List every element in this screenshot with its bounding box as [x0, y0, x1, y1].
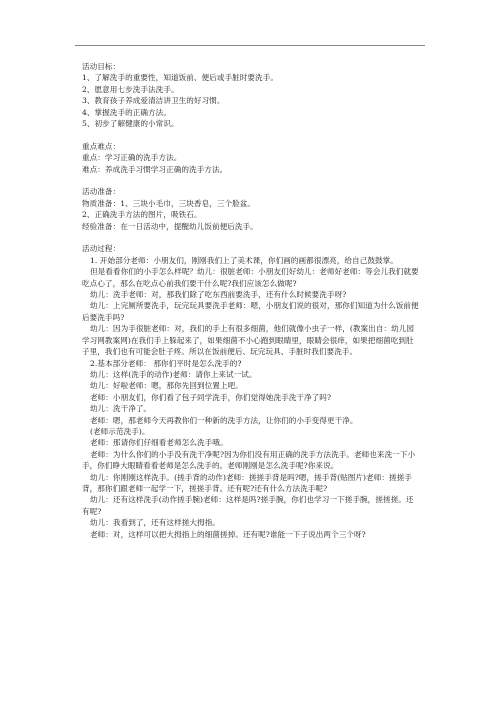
process-paragraph: 幼儿：还有这样洗手(动作搓手腕)老师：这样是吗?搓手腕，你们也学习一下搓手腕，搓搓搓。还有呢? — [82, 495, 414, 516]
process-paragraph: 幼儿：因为手很脏老师：对，我们的手上有很多细菌，他们就像小虫子一样，(教案出自：幼儿园学习网教案网)在我们手上躲起来了，如果细菌不小心跑到眼睛里，眼睛会很痒，如果把细菌吃到肚子里，我们也有可能会肚子疼。所以在饭前便后、玩完玩具、手脏时我们要洗手。 — [82, 324, 415, 357]
preparation-section — [82, 186, 420, 232]
process-paragraph: 幼儿：洗干净了。 — [90, 404, 152, 414]
process-paragraph: 老师：小朋友们，你们看了包子同学洗手，你们觉得她洗手洗干净了吗? — [90, 392, 332, 402]
objective-item: 1、了解洗手的重要性，知道饭前、便后或手脏时要洗手。 — [82, 73, 278, 83]
process-paragraph: 幼儿：你刚刚这样洗手。(搓手背的动作)老师：搓搓手背是吗?嗯，搓手背(贴图片)老师：搓搓手背，那你们跟老师一起学一下，搓搓手背。还有呢?还有什么方法洗手呢? — [82, 472, 412, 493]
process-paragraph: 幼儿：好啦老师：嗯，那你先回到位置上吧。 — [90, 381, 243, 391]
objective-item: 2、愿意用七步洗手法洗手。 — [82, 84, 179, 94]
process-paragraph: 老师：为什么你们的小手没有洗干净呢?因为你们没有用正确的洗手方法洗手。老师也来洗一下小手，你们睁大眼睛看看老师是怎么洗手的。老师刚刚是怎么洗手呢?你来说。 — [82, 449, 416, 471]
process-paragraph: 老师：那请你们仔细看老师怎么洗手哦。 — [90, 438, 228, 448]
spacer — [82, 129, 420, 140]
process-paragraph: (老师示范洗手)。 — [90, 426, 150, 436]
process-paragraph: 幼儿：我看到了，还有这样搓大拇指。 — [90, 518, 220, 528]
key-point-item: 重点：学习正确的洗手方法。 — [82, 153, 182, 163]
preparation-title: 活动准备： — [82, 187, 121, 197]
preparation-item: 物质准备：1、三块小毛巾，三块香皂，三个脸盆。 — [82, 198, 256, 208]
key-points-section — [82, 141, 420, 175]
header-rule — [75, 45, 425, 46]
objectives-section — [82, 61, 420, 129]
spacer — [82, 175, 420, 186]
process-paragraph: 幼儿：这样(洗手的动作)老师：请你上来试一试。 — [90, 369, 257, 379]
objective-item: 3、教育孩子养成爱清洁讲卫生的好习惯。 — [82, 96, 225, 106]
document-body — [82, 61, 420, 540]
process-paragraph: 老师：嗯，那老师今天再教你们一种新的洗手方法，让你们的小手变得更干净。 — [90, 415, 358, 425]
process-paragraph: 幼儿：洗手老师：对，那我们除了吃东西前要洗手，还有什么时候要洗手呀? — [90, 290, 347, 300]
process-title: 活动过程： — [82, 244, 121, 254]
process-paragraph: 幼儿：上完厕所要洗手，玩完玩具要洗手老师：嗯，小朋友们说的很对，那你们知道为什么饭前便后要洗手吗? — [82, 301, 419, 322]
process-paragraph: 老师：对，这样可以把大拇指上的细菌搓掉。还有呢?谁能一下子说出两个三个呀? — [90, 529, 366, 539]
process-paragraph: 但是看看你们的小手怎么样呢？幼儿：很脏老师：小朋友们好幼儿：老师好老师：等会儿我们就要吃点心了，那么在吃点心前我们要干什么呢?我们应该怎么做呢? — [82, 267, 419, 288]
preparation-item: 经验准备：在一日活动中，提醒幼儿饭前便后洗手。 — [82, 221, 258, 231]
spacer — [82, 232, 420, 243]
objective-item: 4、掌握洗手的正确方法。 — [82, 107, 171, 117]
key-points-title: 重点难点： — [82, 141, 121, 151]
objective-item: 5、初步了解健康的小常识。 — [82, 119, 179, 129]
process-paragraph: 1. 开始部分老师：小朋友们，刚刚我们上了美术课，你们画的画都很漂亮，给自己鼓鼓掌。 — [90, 255, 398, 265]
preparation-item: 2、正确洗手方法的图片，吸铁石。 — [82, 210, 202, 220]
key-point-item: 难点：养成洗手习惯学习正确的洗手方法。 — [82, 164, 228, 174]
process-paragraph: 2.基本部分老师： 那你们平时是怎么洗手的? — [90, 358, 242, 368]
objectives-title: 活动目标： — [82, 62, 121, 71]
process-section — [82, 243, 420, 540]
